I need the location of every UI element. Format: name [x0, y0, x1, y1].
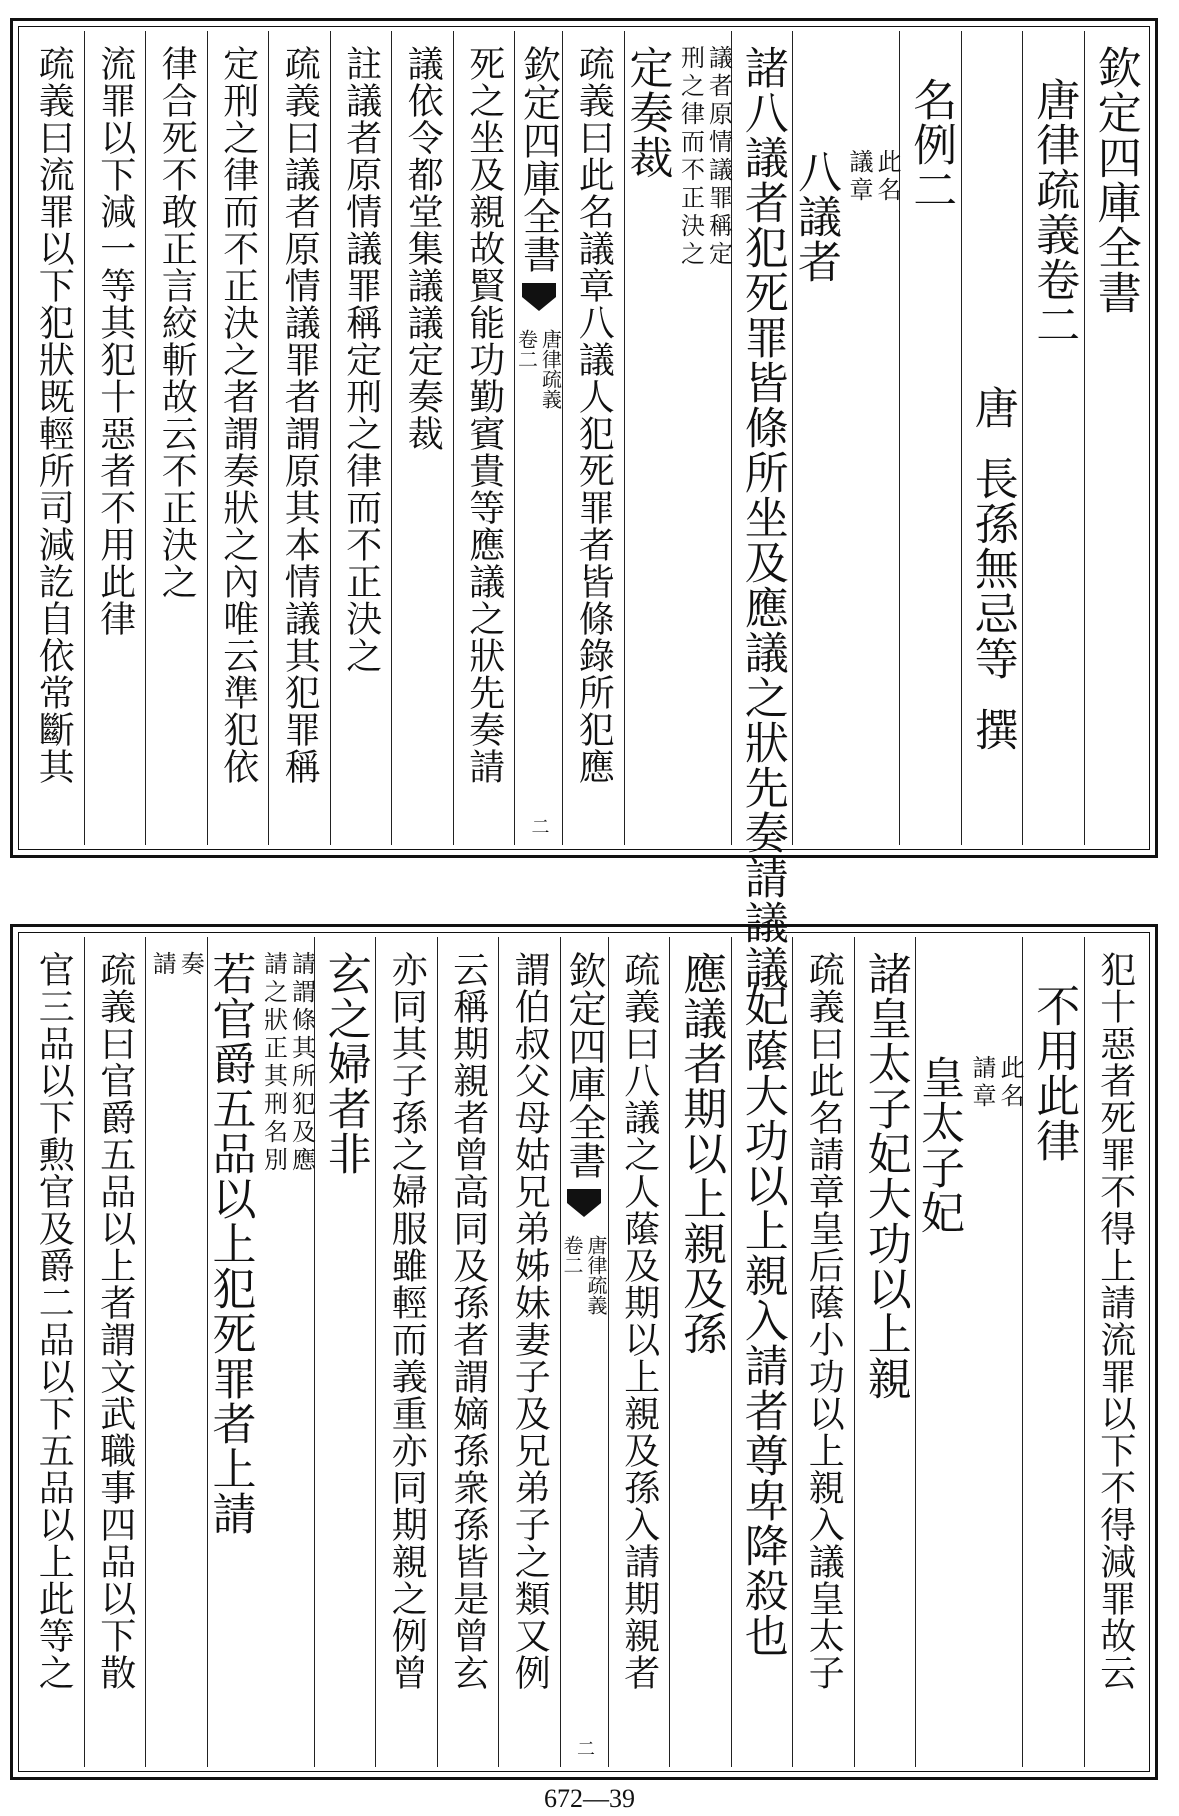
text-column [145, 31, 207, 845]
fish-tail-title: 欽定四庫全書 [516, 45, 561, 273]
fish-tail-subtitle [514, 317, 563, 409]
chapter-title: 名例二 [905, 77, 957, 212]
text-column [23, 31, 84, 845]
text-line: 謂伯叔父母姑兄弟姊妹妻子及兄弟子之類又例 [509, 951, 551, 1691]
text-column [562, 31, 624, 845]
text-line: 亦同其子孫之婦服雖輕而義重亦同期親之例曾 [386, 951, 428, 1691]
text-line: 應議者期以上親及孫 [675, 951, 727, 1356]
text-column [330, 31, 392, 845]
text-line: 云稱期親者曾高同及孫者謂嫡孫衆孫皆是曾玄 [447, 951, 489, 1691]
annotation-line: 此名 [996, 1055, 1024, 1111]
author: 長孫無忌等 [966, 456, 1018, 681]
annotation-line: 請謂條其所犯及應 [287, 951, 316, 1175]
fish-tail-volume: 卷二 [560, 1235, 584, 1275]
fish-tail-volume: 卷二 [514, 329, 539, 369]
text-column [731, 31, 793, 990]
text-column [1084, 937, 1146, 1767]
fish-tail-book: 唐律疏義 [538, 329, 563, 409]
text-column [84, 31, 146, 845]
text-column [792, 31, 899, 845]
text-line: 疏義曰此名請章皇后䕃小功以上親入議皇太子 [803, 951, 845, 1691]
text-line: 議依令都堂集議議定奏裁 [402, 45, 444, 452]
page-block-bottom [10, 924, 1158, 1780]
text-line: 疏義曰此名議章八議人犯死罪者皆條錄所犯應 [573, 45, 615, 785]
text-line: 犯十惡者死罪不得上請流罪以下不得減罪故云 [1094, 951, 1136, 1691]
column-grid-bottom [23, 937, 1145, 1767]
collection-title-column [1084, 31, 1146, 845]
annotation [970, 1055, 1022, 1767]
text-column [854, 937, 916, 1767]
text-column [437, 937, 499, 1767]
annotation-line: 請章 [968, 1055, 996, 1111]
annotation-line: 議章 [845, 149, 873, 205]
text-line: 妃䕃大功以上親入請者尊卑降殺也 [736, 983, 788, 1658]
page-block-top [10, 18, 1158, 990]
text-column [268, 31, 330, 845]
annotation-line: 奏 [176, 951, 205, 979]
collection-title: 欽定四庫全書 [1089, 45, 1141, 315]
text-line: 註議者原情議罪稱定刑之律而不正決之 [340, 45, 382, 674]
annotation-line: 請之狀正其刑名別 [259, 951, 288, 1175]
text-column [145, 937, 207, 1767]
text-column [608, 937, 670, 1767]
author-role: 撰 [966, 707, 1018, 752]
text-line: 定刑之律而不正決之者謂奏狀之內唯云準犯依 [217, 45, 259, 785]
text-line: 官三品以下勲官及爵二品以下五品以上此等之 [33, 951, 75, 1691]
annotation-line: 請 [148, 951, 177, 979]
column-grid-top [23, 31, 1145, 990]
text-main: 若官爵五品以上犯死罪者上請 [204, 951, 256, 1536]
text-main: 八議者 [790, 149, 841, 284]
fish-tail-page: 二 [574, 1739, 595, 1757]
fish-tail-center [560, 937, 608, 1767]
text-column [314, 937, 376, 1767]
fish-tail-book: 唐律疏義 [584, 1235, 608, 1315]
page-number: 672—39 [544, 1784, 635, 1813]
text-line: 疏義曰官爵五品以上者謂文武職事四品以下散 [94, 951, 136, 1691]
author-column [961, 31, 1023, 845]
fish-tail-center [514, 31, 562, 845]
text-line: 玄之婦者非 [319, 951, 371, 1176]
text-line: 諸皇太子妃大功以上親 [859, 951, 911, 1401]
text-column [669, 937, 731, 1767]
fish-tail-mark [567, 1189, 601, 1223]
text-column [23, 937, 84, 1767]
text-column [375, 937, 437, 1767]
fish-tail-subtitle [562, 1223, 606, 1315]
annotation [676, 45, 733, 845]
text-column [498, 937, 560, 1767]
text-column [792, 937, 854, 1767]
annotation [847, 149, 899, 845]
text-column [204, 937, 316, 1767]
annotation-line: 此名 [873, 149, 901, 205]
text-main: 皇太子妃 [913, 1055, 964, 1235]
annotation [259, 951, 316, 1767]
text-column [391, 31, 453, 845]
volume-title-column [1022, 31, 1084, 845]
annotation-line: 刑之律而不正決之 [676, 45, 705, 269]
fish-tail-title: 欽定四庫全書 [562, 951, 606, 1179]
text-line: 流罪以下減一等其犯十惡者不用此律 [94, 45, 136, 637]
text-column [453, 31, 515, 845]
text-column [1022, 937, 1084, 1767]
text-line: 不用此律 [1028, 983, 1080, 1163]
volume-title: 唐律疏義卷二 [1028, 77, 1080, 347]
text-line: 疏義曰八議之人䕃及期以上親及孫入請期親者 [618, 951, 660, 1691]
text-column [731, 937, 793, 1767]
annotation-line: 議者原情議罪稱定 [704, 45, 733, 269]
text-line: 疏義曰議者原情議罪者謂原其本情議其犯罪稱 [279, 45, 321, 785]
fish-tail-page: 二 [528, 817, 550, 835]
fish-tail-mark [522, 283, 556, 317]
text-line: 死之坐及親故賢能功勤賓貴等應議之狀先奏請 [463, 45, 505, 785]
text-column [207, 31, 269, 845]
text-line: 諸八議者犯死罪皆條所坐及應議之狀先奏請議議 [736, 45, 788, 990]
dynasty: 唐 [966, 385, 1018, 430]
text-main: 定奏裁 [621, 45, 673, 180]
text-column [84, 937, 146, 1767]
annotation [148, 951, 205, 1767]
text-column [621, 31, 733, 845]
text-column [915, 937, 1022, 1767]
chapter-title-column [899, 31, 961, 845]
text-line: 律合死不敢正言絞斬故云不正決之 [156, 45, 198, 600]
text-line: 疏義曰流罪以下犯狀既輕所司減訖自依常斷其 [33, 45, 75, 785]
